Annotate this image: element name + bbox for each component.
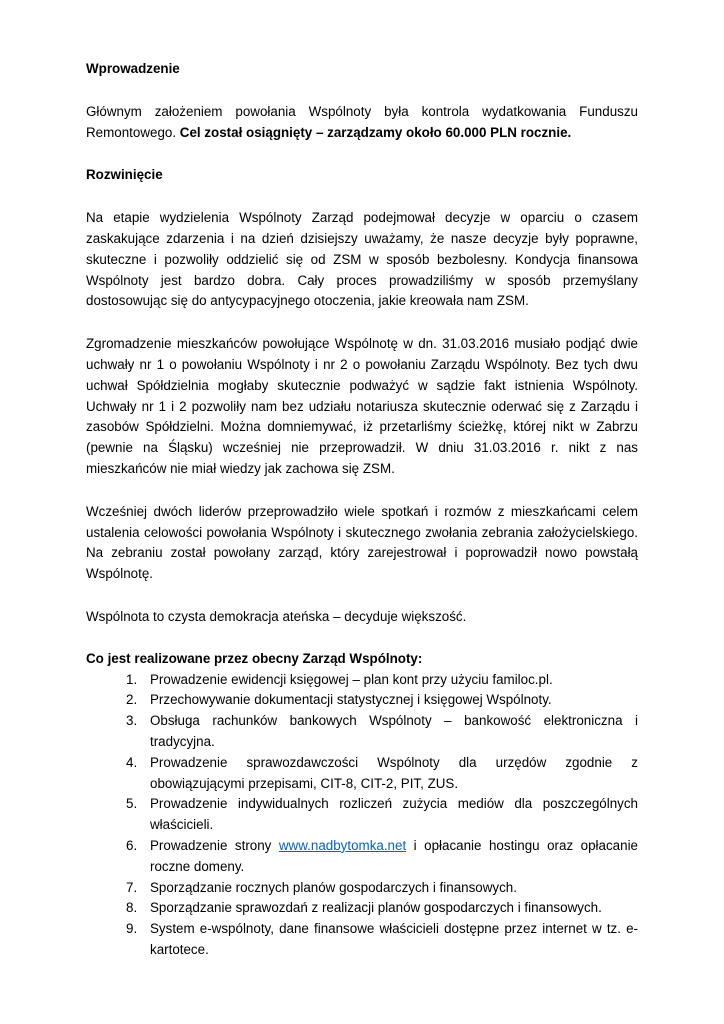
- intro-heading: Wprowadzenie: [86, 61, 180, 76]
- list-item-text-before: Prowadzenie strony: [150, 837, 279, 853]
- list-item: [86, 690, 638, 711]
- list-item: [86, 919, 638, 961]
- list-item-text: Prowadzenie sprawozdawczości Wspólnoty dla urzędów zgodnie z obowiązującymi przepisami, CIT-8, CIT-2, PIT, ZUS.: [150, 754, 638, 791]
- list-item-text-after: i opłacanie hostingu oraz opłacanie roczne domeny.: [150, 837, 638, 874]
- intro-paragraph: [86, 102, 638, 144]
- list-item-text: Sporządzanie rocznych planów gospodarczych i finansowych.: [150, 879, 517, 895]
- tasks-title: Co jest realizowane przez obecny Zarząd Wspólnoty:: [86, 650, 423, 666]
- list-number: 8.: [126, 900, 138, 916]
- list-item: [86, 878, 638, 899]
- paragraph-1: Na etapie wydzielenia Wspólnoty Zarząd podejmował decyzje w oparciu o czasem zaskakujące zdarzenia i na dzień dzisiejszy uważamy, że nasze decyzje były poprawne, skuteczne i pozwoliły oddzielić się od ZSM w sposób bezbolesny. Kondycja finansowa Wspólnoty jest bardzo dobra. Cały proces prowadziliśmy w sposób przemyślany dostosowując się do antycypacyjnego otoczenia, jakie kreowała nam ZSM.: [86, 210, 638, 309]
- development-heading: Rozwinięcie: [86, 167, 163, 183]
- list-number: 3.: [126, 713, 138, 729]
- list-number: 4.: [126, 754, 138, 770]
- paragraph-3: Wcześniej dwóch liderów przeprowadziło wiele spotkań i rozmów z mieszkańcami celem ustalenia celowości powołania Wspólnoty i skutecznego zwołania zebrania założycielskiego. Na zebraniu został powołany zarząd, który zarejestrował i poprowadził nowo powstałą Wspólnotę.: [86, 503, 638, 582]
- paragraph-4: Wspólnota to czysta demokracja ateńska – decyduje większość.: [86, 608, 467, 624]
- list-number: 5.: [126, 796, 138, 812]
- list-number: 9.: [126, 921, 138, 937]
- list-number: 2.: [126, 692, 138, 708]
- list-item: [86, 794, 638, 836]
- list-item-text: System e-wspólnoty, dane finansowe właścicieli dostępne przez internet w tz. e-kartotece.: [150, 921, 638, 957]
- list-number: 6.: [126, 837, 138, 853]
- list-item-text: Prowadzenie indywidualnych rozliczeń zużycia mediów dla poszczególnych właścicieli.: [150, 796, 638, 833]
- list-number: 1.: [126, 671, 138, 687]
- list-item: [86, 898, 638, 919]
- list-item: [86, 711, 638, 753]
- intro-text: Głównym założeniem powołania Wspólnoty była kontrola wydatkowania Funduszu Remontowego.: [86, 103, 638, 140]
- tasks-list: [86, 670, 638, 961]
- list-item: [86, 753, 638, 795]
- list-item-text: Obsługa rachunków bankowych Wspólnoty – bankowość elektroniczna i tradycyjna.: [150, 713, 638, 749]
- list-item: [86, 836, 638, 878]
- list-item-text: Przechowywanie dokumentacji statystycznej i księgowej Wspólnoty.: [150, 692, 552, 708]
- list-item: [86, 670, 638, 691]
- paragraph-2: Zgromadzenie mieszkańców powołujące Wspólnotę w dn. 31.03.2016 musiało podjąć dwie uchwały nr 1 o powołaniu Wspólnoty i nr 2 o powołaniu Zarządu Wspólnoty. Bez tych dwu uchwał Spółdzielnia mogłaby skutecznie podważyć w sądzie fakt istnienia Wspólnoty. Uchwały nr 1 i 2 pozwoliły nam bez udziału notariusza skutecznie oderwać się z Zarządu i zasobów Spółdzielni. Można domniemywać, iż przetarliśmy ścieżkę, której nikt w Zabrzu (pewnie na Śląsku) wcześniej nie przeprowadził. W dniu 31.03.2016 r. nikt z nas mieszkańców nie miał wiedzy jak zachowa się ZSM.: [86, 336, 638, 476]
- intro-bold-text: Cel został osiągnięty – zarządzamy około 60.000 PLN rocznie.: [179, 124, 572, 140]
- website-link[interactable]: www.nadbytomka.net: [278, 837, 407, 853]
- list-item-text: Sporządzanie sprawozdań z realizacji planów gospodarczych i finansowych.: [150, 900, 602, 916]
- list-item-text: Prowadzenie ewidencji księgowej – plan kont przy użyciu familoc.pl.: [150, 671, 553, 687]
- list-number: 7.: [126, 879, 138, 895]
